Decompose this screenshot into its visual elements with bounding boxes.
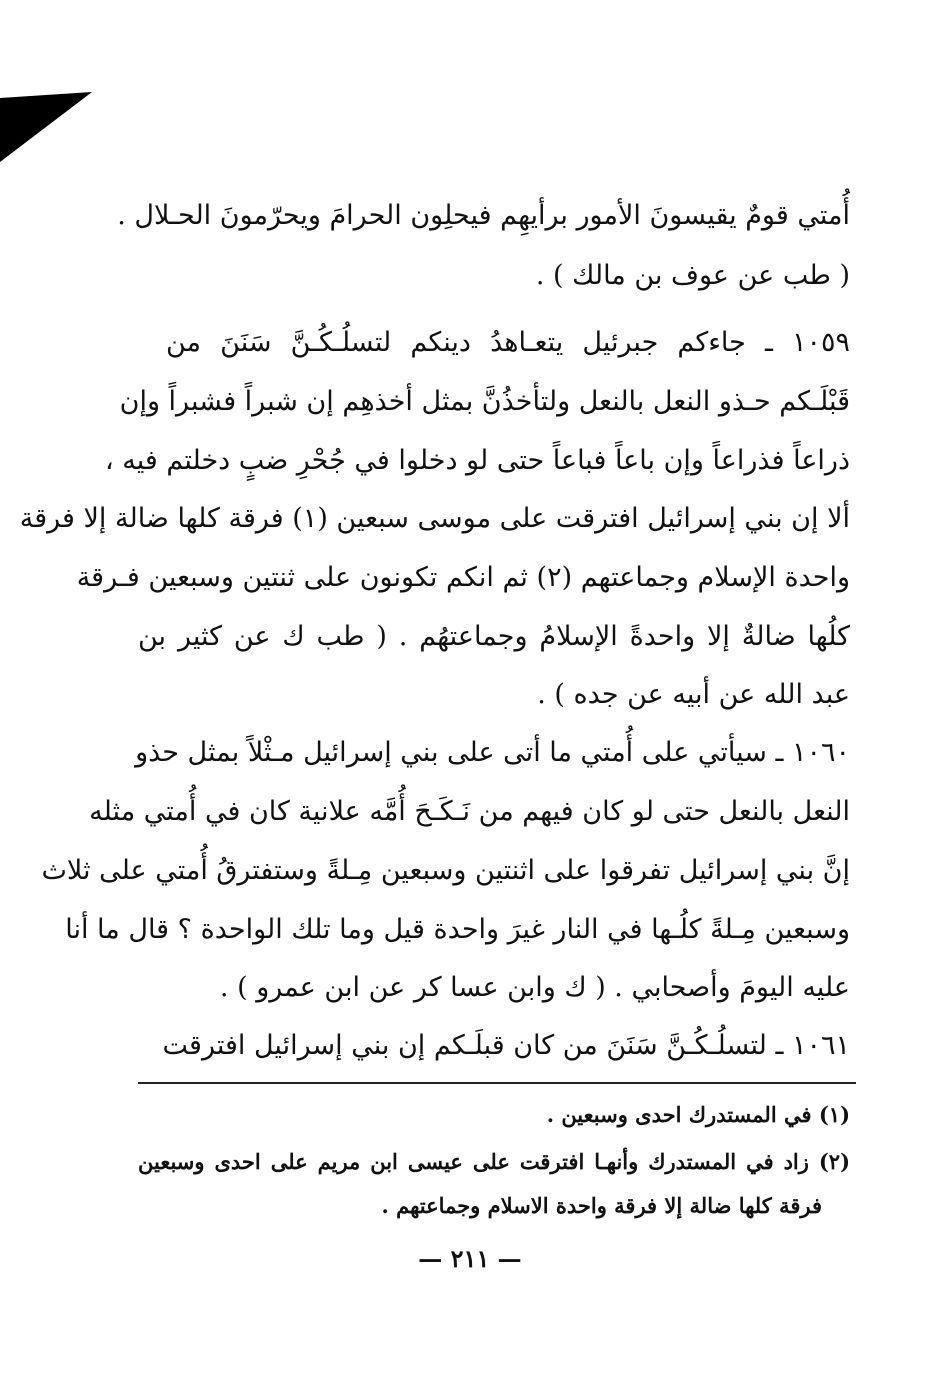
text-line-3: ١٠٥٩ ـ جاءكم جبرئيل يتعـاهدُ دينكم لتسلُـكُـنَّ سَنَنَ من <box>166 327 850 358</box>
text-line-10: ١٠٦٠ ـ سيأتي على أُمتي ما أتى على بني إسرائيل مـثْلاً بمثل حذو <box>135 737 850 768</box>
footnote-divider <box>138 1082 856 1084</box>
text-line-14: عليه اليومَ وأصحابي . ( ك وابن عسا كر عن ابن عمرو ) . <box>219 972 850 1003</box>
text-line-2: ( طب عن عوف بن مالك ) . <box>535 260 850 291</box>
text-line-7: واحدة الإسلام وجماعتهم (٢) ثم انكم تكونون على ثنتين وسبعين فـرقة <box>76 562 850 593</box>
text-line-12: إنَّ بني إسرائيل تفرقوا على اثنتين وسبعين مِـلةً وستفترقُ أُمتي على ثلاث <box>41 855 850 886</box>
text-line-6: ألا إن بني إسرائيل افترقت على موسى سبعين (١) فرقة كلها ضالة إلا فرقة <box>19 503 850 534</box>
text-line-9: عبد الله عن أبيه عن جده ) . <box>537 679 850 710</box>
footnote-1: (١) في المستدرك احدى وسبعين . <box>546 1102 850 1127</box>
text-line-15: ١٠٦١ ـ لتسلُـكُـنَّ سَنَنَ من كان قبلَـكم إن بني إسرائيل افترقت <box>162 1030 850 1061</box>
text-line-5: ذراعاً فذراعاً وإن باعاً فباعاً حتى لو دخلوا في جُحْرِ ضبٍ دخلتم فيه ، <box>105 445 850 476</box>
footnote-2-line-1: (٢) زاد في المستدرك وأنهـا افترقت على عيسى ابن مريم على احدى وسبعين <box>138 1149 850 1174</box>
text-line-13: وسبعين مِـلةً كلُـها في النار غيرَ واحدة قيل وما تلك الواحدة ؟ قال ما أنا <box>65 914 850 945</box>
footnote-2-line-2: فرقة كلها ضالة إلا فرقة واحدة الاسلام وجماعتهم . <box>381 1193 822 1218</box>
page-number: — ٢١١ — <box>418 1244 522 1273</box>
text-line-8: كلُها ضالةٌ إلا واحدةً الإسلامُ وجماعتهُم . ( طب ك عن كثير بن <box>138 621 850 652</box>
text-line-1: أُمتي قومٌ يقيسونَ الأمور برأيهِم فيحلِون الحرامَ ويحرّمونَ الحـلال . <box>117 200 850 231</box>
text-line-4: قَبْلَـكم حـذو النعل بالنعل ولتأخذُنَّ بمثل أخذهِم إن شبراً فشبراً وإن <box>119 386 850 417</box>
text-line-11: النعل بالنعل حتى لو كان فيهم من نَـكَـحَ أُمَّه علانية كان في أُمتي مثله <box>89 796 850 827</box>
